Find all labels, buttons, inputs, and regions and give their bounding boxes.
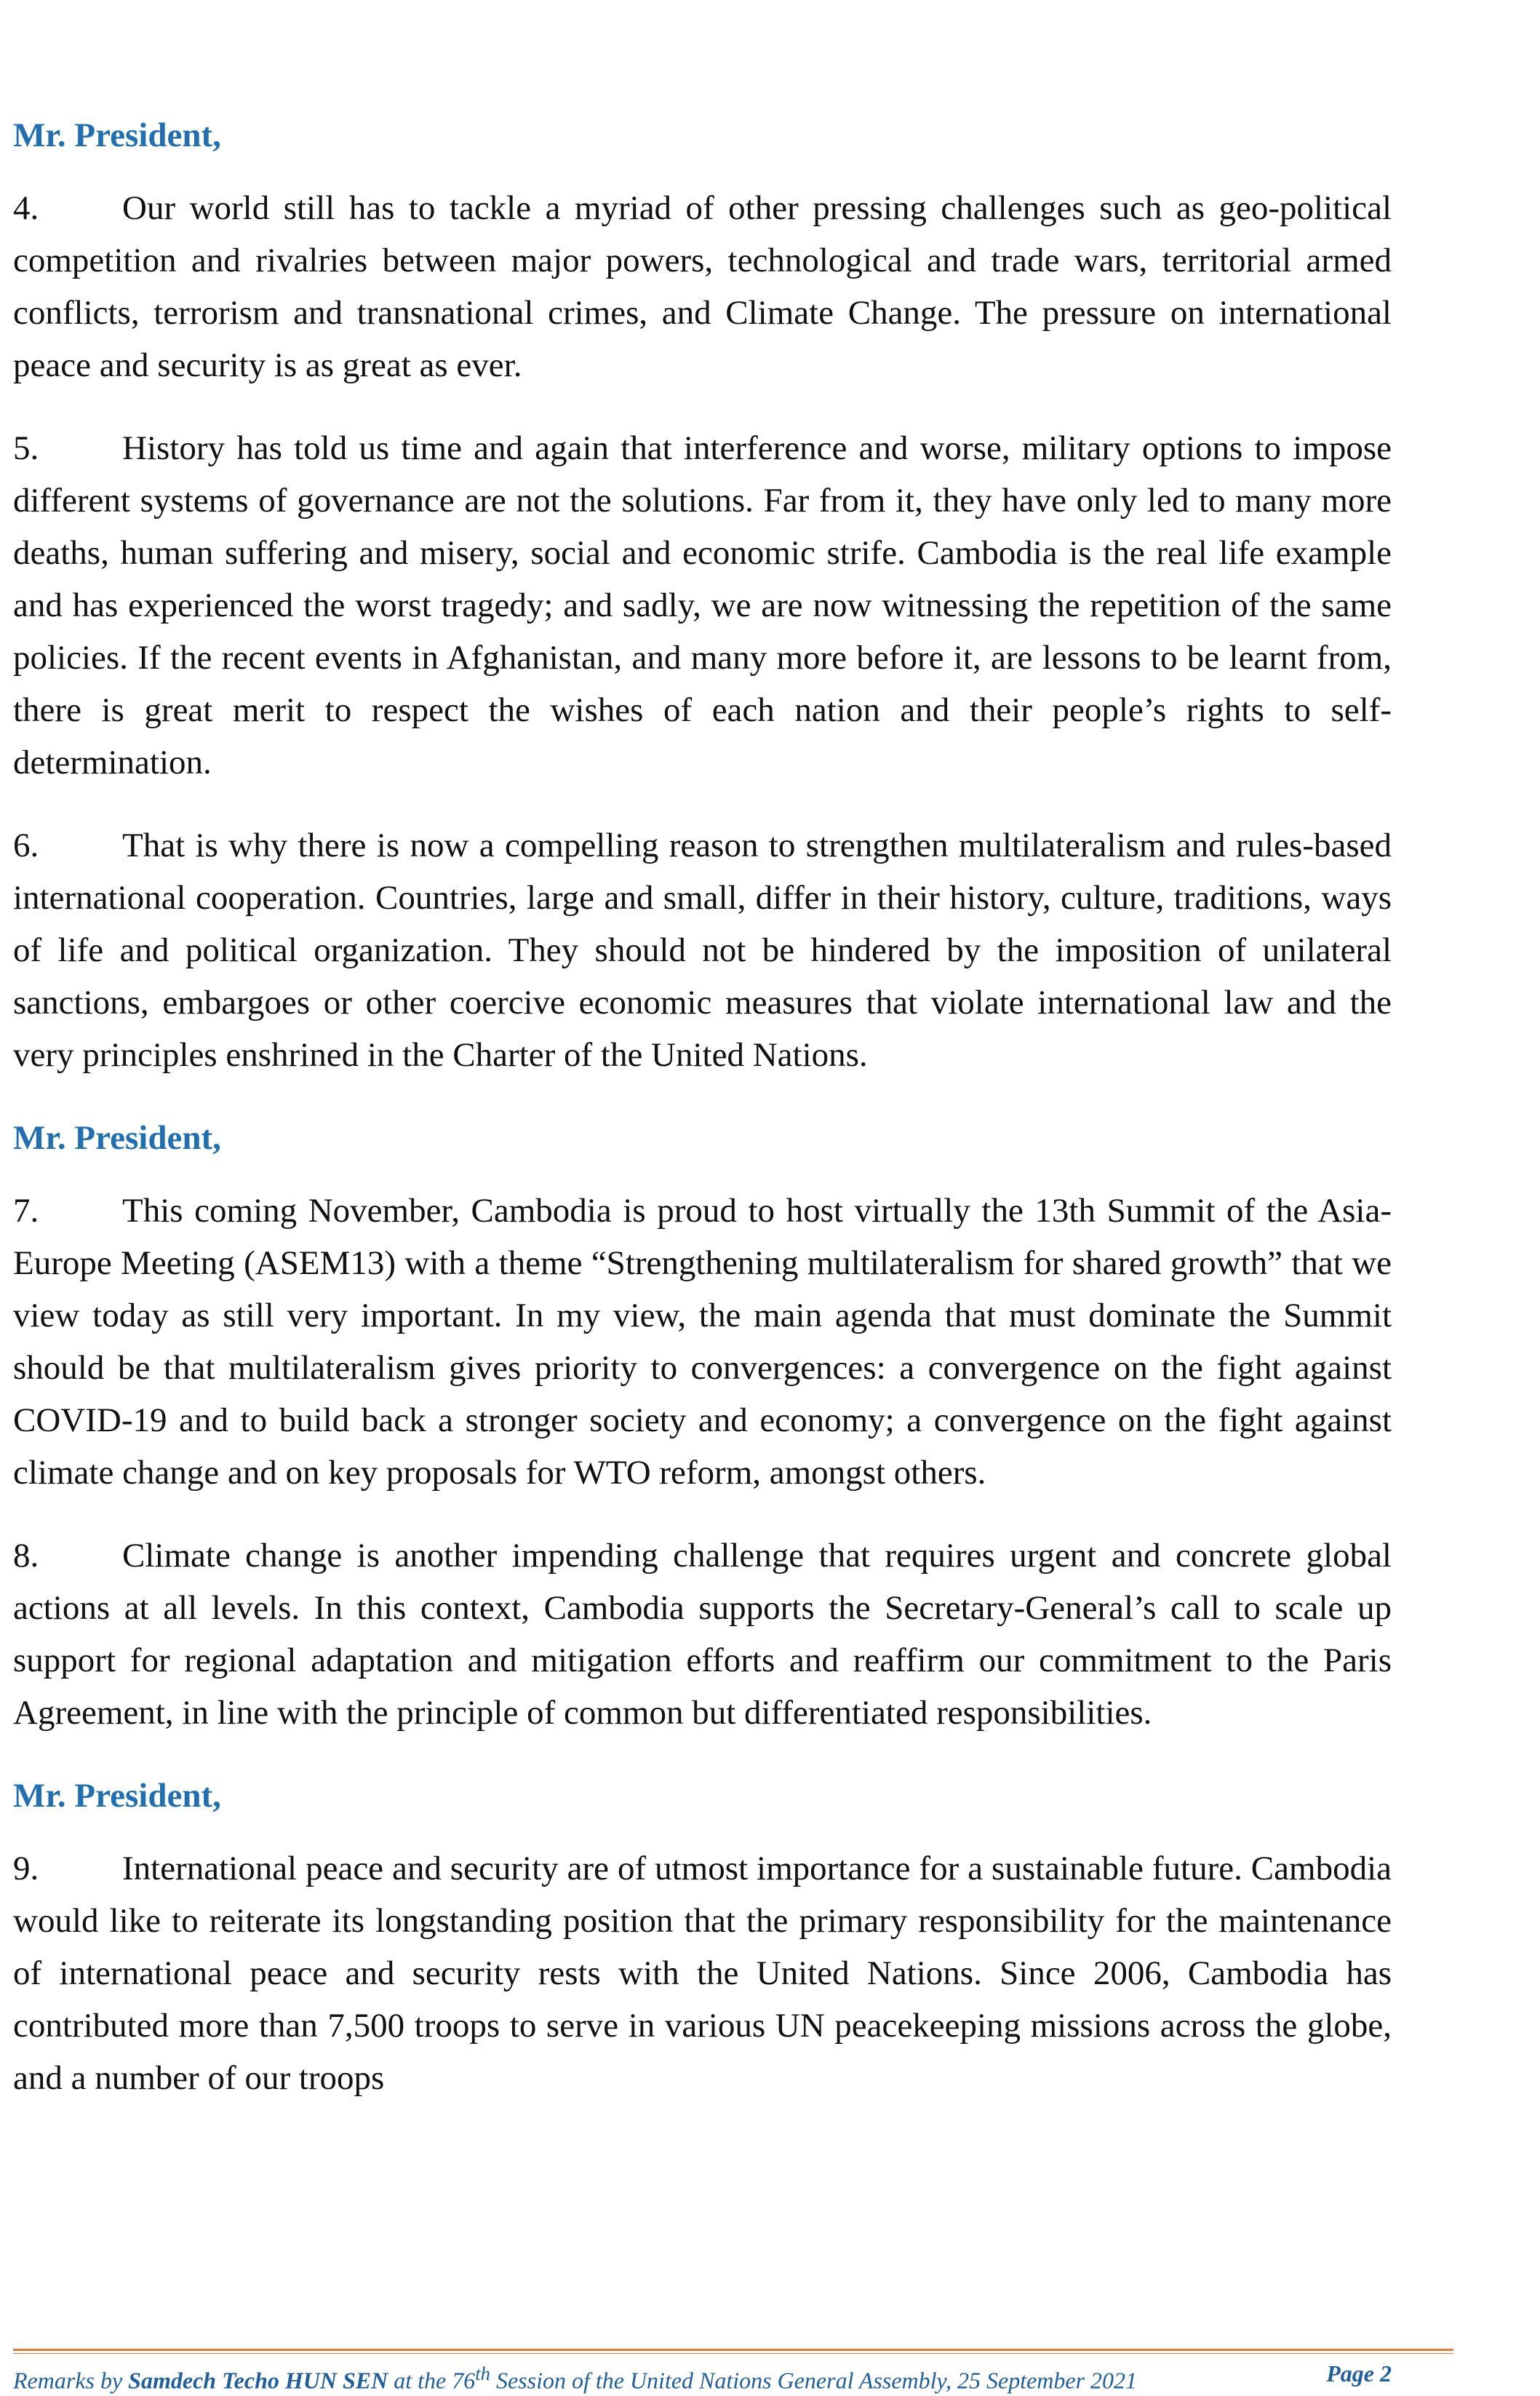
paragraph-text: History has told us time and again that interference and worse, military options to impose different systems of governance are not the solutions. Far from it, they have only led to many more deaths, human suffering and misery, social and economic strife. Cambodia is the real life example and has experienced the worst tragedy; and sadly, we are now witnessing the repetition of the same policies. If the recent events in Afghanistan, and many more before it, are lessons to be learnt from, there is great merit to respect the wishes of each nation and their people’s rights to self-determination. (13, 429, 1392, 781)
footer-superscript: th (475, 2363, 490, 2384)
salutation: Mr. President, (13, 1119, 221, 1157)
footer-rule-thin (13, 2353, 1453, 2354)
paragraph-5 (13, 422, 1392, 789)
salutation: Mr. President, (13, 116, 221, 154)
paragraph-text: Climate change is another impending challenge that requires urgent and concrete global actions at all levels. In this context, Cambodia supports the Secretary-General’s call to scale up support for regional adaptation and mitigation efforts and reaffirm our commitment to the Paris Agreement, in line with the principle of common but differentiated responsibilities. (13, 1537, 1392, 1732)
document-body (13, 109, 1392, 2135)
paragraph-text: Our world still has to tackle a myriad of other pressing challenges such as geo-political competition and rivalries between major powers, technological and trade wars, territorial armed conflicts, terrorism and transnational crimes, and Climate Change. The pressure on international peace and security is as great as ever. (13, 189, 1392, 384)
paragraph-number: 6. (13, 827, 39, 864)
paragraph-number: 8. (13, 1537, 39, 1575)
paragraph-text: This coming November, Cambodia is proud to host virtually the 13th Summit of the Asia-Europe Meeting (ASEM13) with a theme “Strengthening multilateralism for shared growth” that we view today as still very important. In my view, the main agenda that must dominate the Summit should be that multilateralism gives priority to convergences: a convergence on the fight against COVID-19 and to build back a stronger society and economy; a convergence on the fight against climate change and on key proposals for WTO reform, amongst others. (13, 1192, 1392, 1492)
footer-rule (13, 2349, 1453, 2351)
paragraph-8 (13, 1529, 1392, 1739)
paragraph-6 (13, 819, 1392, 1081)
footer-prefix: Remarks by (13, 2367, 129, 2394)
page-number: Page 2 (1326, 2360, 1392, 2387)
page-footer (13, 2357, 1392, 2394)
paragraph-text: That is why there is now a compelling reason to strengthen multilateralism and rules-based international cooperation. Countries, large and small, differ in their history, culture, traditions, ways of life and political organization. They should not be hindered by the imposition of unilateral sanctions, embargoes or other coercive economic measures that violate international law and the very principles enshrined in the Charter of the United Nations. (13, 827, 1392, 1074)
paragraph-number: 7. (13, 1192, 39, 1230)
paragraph-number: 9. (13, 1850, 39, 1887)
footer-event: Session of the United Nations General Assembly, 25 September 2021 (490, 2367, 1138, 2394)
footer-speaker: Samdech Techo HUN SEN (128, 2367, 388, 2394)
paragraph-4 (13, 182, 1392, 391)
paragraph-9 (13, 1842, 1392, 2104)
paragraph-7 (13, 1185, 1392, 1499)
footer-session: at the 76 (388, 2367, 476, 2394)
paragraph-number: 5. (13, 429, 39, 467)
paragraph-number: 4. (13, 189, 39, 227)
paragraph-text: International peace and security are of utmost importance for a sustainable future. Cambodia would like to reiterate its longstanding position that the primary responsibility for the maintenance of international peace and security rests with the United Nations. Since 2006, Cambodia has contributed more than 7,500 troops to serve in various UN peacekeeping missions across the globe, and a number of our troops (13, 1850, 1392, 2097)
salutation: Mr. President, (13, 1777, 221, 1815)
